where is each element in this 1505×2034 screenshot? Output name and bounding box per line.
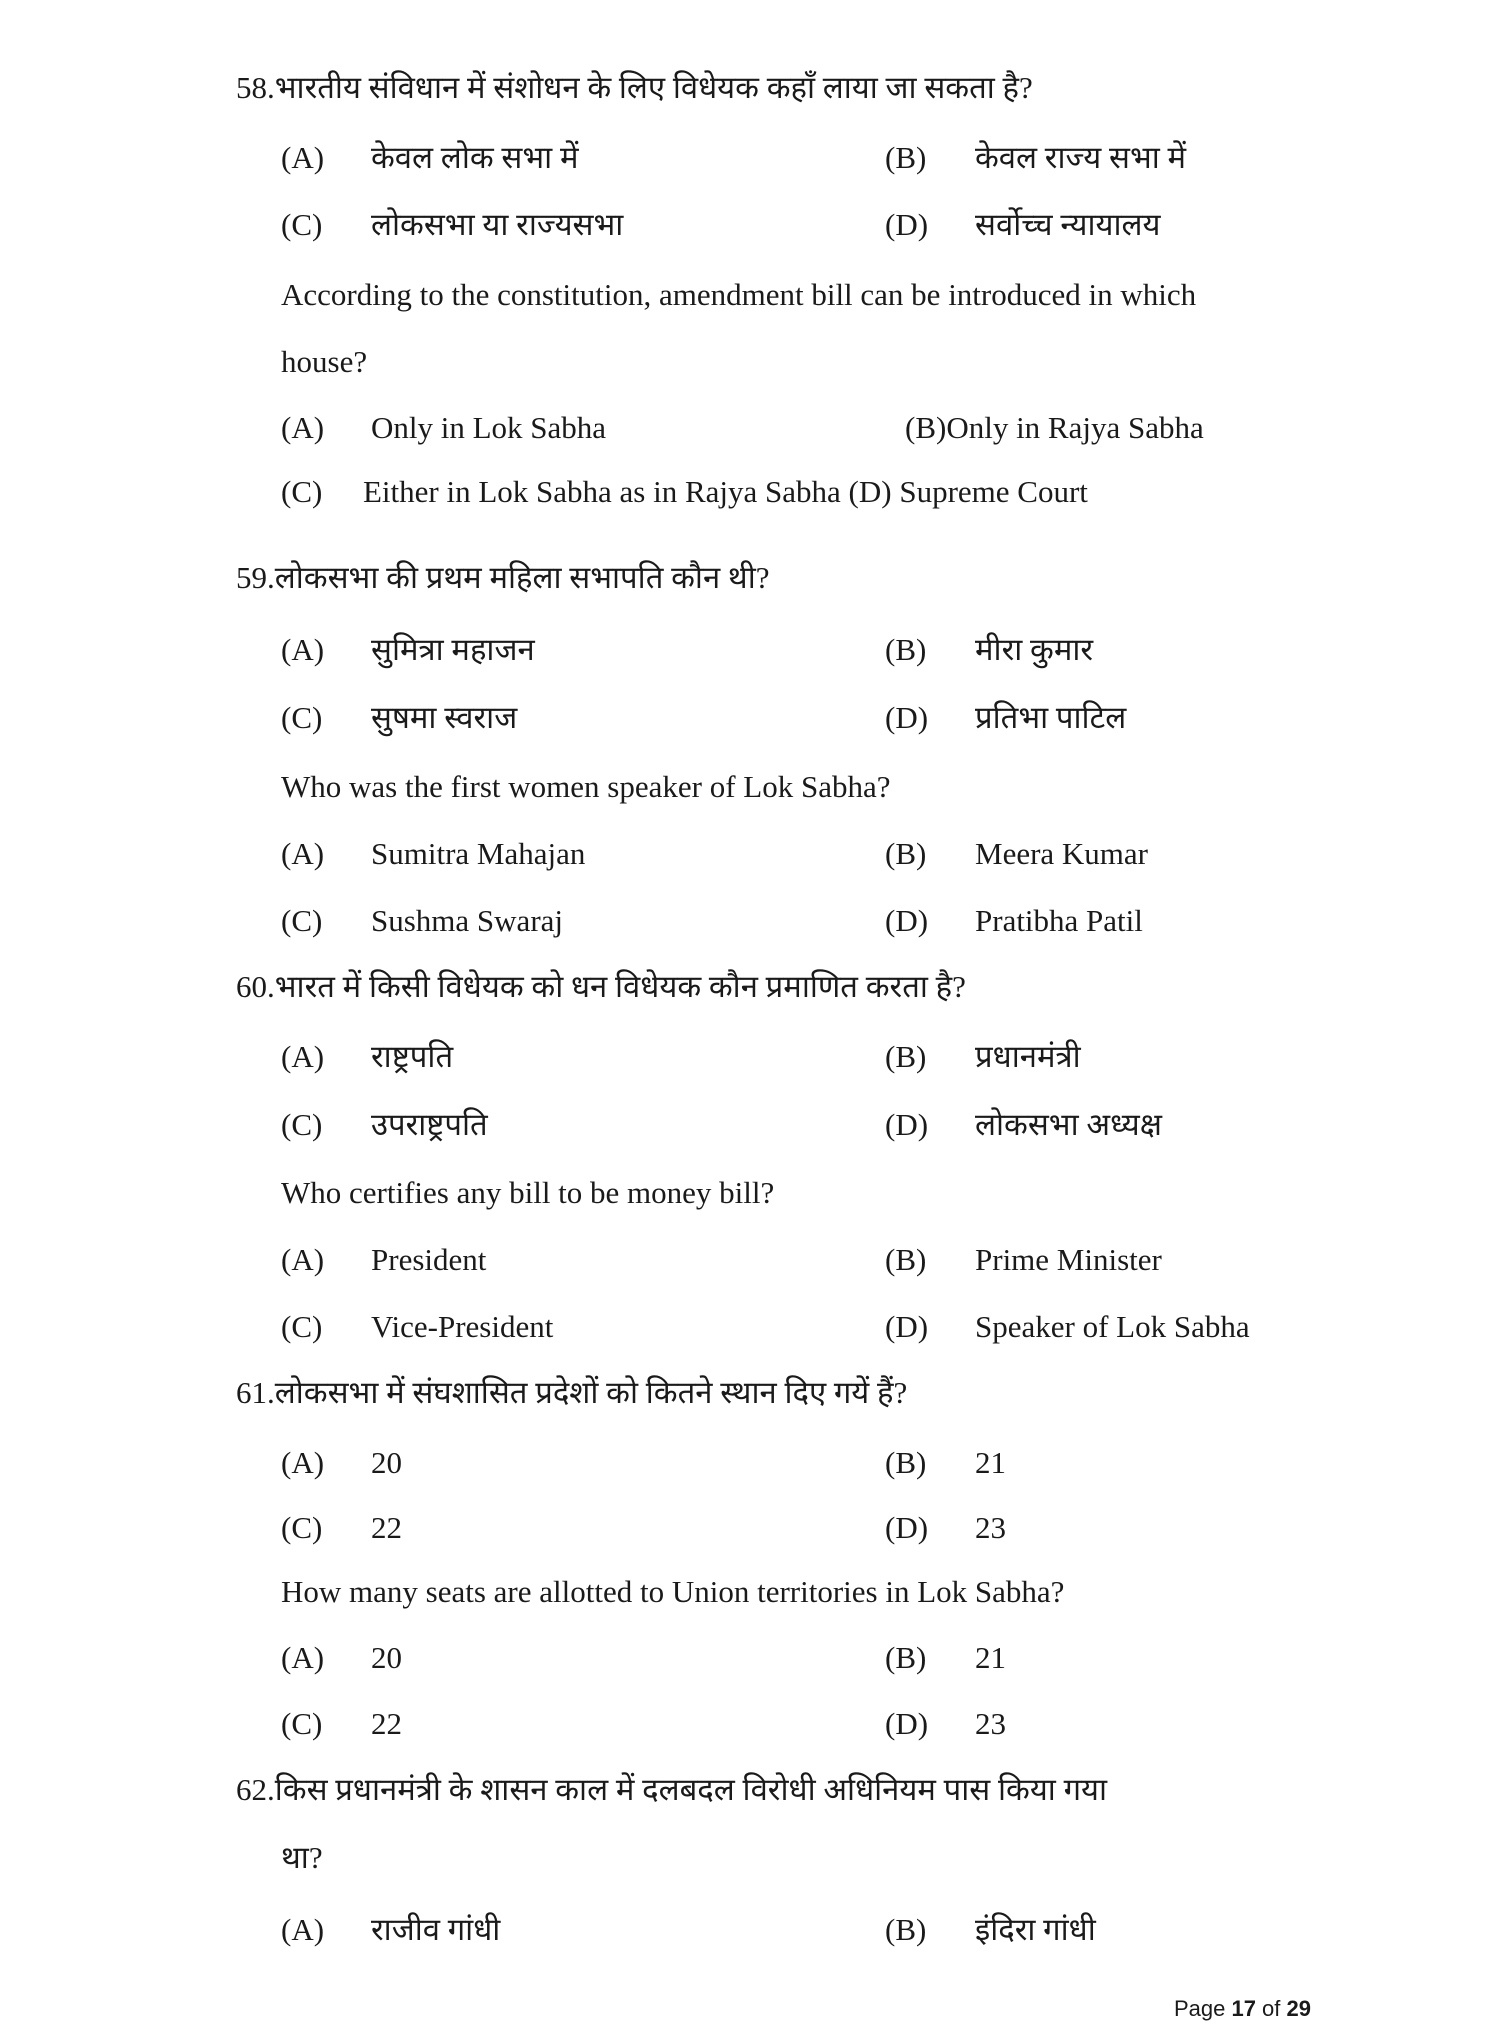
q59-en-option-a-text: Sumitra Mahajan: [371, 836, 586, 871]
q59-en-option-d-label: (D): [885, 903, 929, 938]
question-60-english: Who certifies any bill to be money bill?: [281, 1175, 775, 1210]
question-60-hindi: 60.भारत में किसी विधेयक को धन विधेयक कौन प्रमाणित करता है?: [236, 969, 966, 1004]
q60-hi-option-a-label: (A): [281, 1039, 325, 1074]
q61-en-option-c-label: (C): [281, 1706, 323, 1741]
q59-en-option-c-label: (C): [281, 903, 323, 938]
q58-en-option-c-text: Either in Lok Sabha as in Rajya Sabha (D) Supreme Court: [363, 474, 1088, 509]
q58-hi-option-a-text: केवल लोक सभा में: [371, 140, 579, 175]
question-61-english: How many seats are allotted to Union territories in Lok Sabha?: [281, 1574, 1065, 1609]
question-59-english: Who was the first women speaker of Lok Sabha?: [281, 769, 891, 804]
q59-en-option-a-label: (A): [281, 836, 325, 871]
q59-en-option-d-text: Pratibha Patil: [975, 903, 1143, 938]
q59-hi-option-a-text: सुमित्रा महाजन: [371, 632, 535, 667]
question-62-hindi-line1: 62.किस प्रधानमंत्री के शासन काल में दलबदल विरोधी अधिनियम पास किया गया: [236, 1772, 1108, 1807]
current-page: 17: [1231, 1996, 1256, 2021]
page-of: of: [1255, 1996, 1287, 2021]
page-number: [1174, 1994, 1311, 2024]
q58-en-option-a-label: (A): [281, 410, 325, 445]
q61-en-option-b-label: (B): [885, 1640, 927, 1675]
q58-hi-option-a-label: (A): [281, 140, 325, 175]
question-59-hindi: 59.लोकसभा की प्रथम महिला सभापति कौन थी?: [236, 560, 770, 595]
q60-en-option-b-text: Prime Minister: [975, 1242, 1162, 1277]
q60-hi-option-b-label: (B): [885, 1039, 927, 1074]
q60-en-option-c-text: Vice-President: [371, 1309, 554, 1344]
question-58-english-line1: According to the constitution, amendment bill can be introduced in which: [281, 277, 1197, 312]
q58-en-option-c-label: (C): [281, 474, 323, 509]
q58-en-option-b-text: (B)Only in Rajya Sabha: [905, 410, 1204, 445]
q58-hi-option-c-text: लोकसभा या राज्यसभा: [371, 207, 624, 242]
q59-hi-option-c-label: (C): [281, 700, 323, 735]
q62-hi-option-b-text: इंदिरा गांधी: [975, 1912, 1096, 1947]
q60-hi-option-d-label: (D): [885, 1107, 929, 1142]
q60-hi-option-a-text: राष्ट्रपति: [371, 1039, 454, 1074]
page-prefix: Page: [1173, 1996, 1232, 2021]
question-61-hindi: 61.लोकसभा में संघशासित प्रदेशों को कितने स्थान दिए गयें हैं?: [236, 1375, 908, 1410]
q59-en-option-b-label: (B): [885, 836, 927, 871]
q61-hi-option-d-label: (D): [885, 1510, 929, 1545]
q62-hi-option-b-label: (B): [885, 1912, 927, 1947]
question-62-hindi-line2: था?: [281, 1840, 323, 1875]
q61-en-option-a-text: 20: [371, 1640, 402, 1675]
q61-en-option-c-text: 22: [371, 1706, 402, 1741]
q58-hi-option-b-label: (B): [885, 140, 927, 175]
q58-hi-option-c-label: (C): [281, 207, 323, 242]
q58-hi-option-d-text: सर्वोच्च न्यायालय: [975, 207, 1161, 242]
q62-hi-option-a-label: (A): [281, 1912, 325, 1947]
q61-hi-option-c-label: (C): [281, 1510, 323, 1545]
question-58-english-line2: house?: [281, 344, 368, 379]
q61-en-option-b-text: 21: [975, 1640, 1006, 1675]
q58-hi-option-d-label: (D): [885, 207, 929, 242]
q60-hi-option-c-label: (C): [281, 1107, 323, 1142]
q61-hi-option-b-label: (B): [885, 1445, 927, 1480]
q61-hi-option-c-text: 22: [371, 1510, 402, 1545]
q61-en-option-d-text: 23: [975, 1706, 1006, 1741]
q58-hi-option-b-text: केवल राज्य सभा में: [975, 140, 1187, 175]
q60-en-option-b-label: (B): [885, 1242, 927, 1277]
q60-hi-option-d-text: लोकसभा अध्यक्ष: [975, 1107, 1162, 1142]
q60-en-option-a-text: President: [371, 1242, 487, 1277]
q60-en-option-a-label: (A): [281, 1242, 325, 1277]
q61-hi-option-a-text: 20: [371, 1445, 402, 1480]
q59-hi-option-c-text: सुषमा स्वराज: [371, 700, 518, 735]
q59-hi-option-d-label: (D): [885, 700, 929, 735]
q60-hi-option-c-text: उपराष्ट्रपति: [371, 1107, 488, 1142]
q60-en-option-c-label: (C): [281, 1309, 323, 1344]
q61-en-option-d-label: (D): [885, 1706, 929, 1741]
q61-hi-option-d-text: 23: [975, 1510, 1006, 1545]
q59-en-option-b-text: Meera Kumar: [975, 836, 1148, 871]
question-58-hindi: 58.भारतीय संविधान में संशोधन के लिए विधेयक कहाँ लाया जा सकता है?: [236, 70, 1033, 105]
q62-hi-option-a-text: राजीव गांधी: [371, 1912, 501, 1947]
q59-hi-option-b-label: (B): [885, 632, 927, 667]
q61-en-option-a-label: (A): [281, 1640, 325, 1675]
q59-hi-option-d-text: प्रतिभा पाटिल: [975, 700, 1127, 735]
q61-hi-option-b-text: 21: [975, 1445, 1006, 1480]
q59-hi-option-b-text: मीरा कुमार: [975, 632, 1094, 667]
q60-en-option-d-label: (D): [885, 1309, 929, 1344]
q58-en-option-a-text: Only in Lok Sabha: [371, 410, 607, 445]
q59-en-option-c-text: Sushma Swaraj: [371, 903, 564, 938]
q60-hi-option-b-text: प्रधानमंत्री: [975, 1039, 1081, 1074]
q61-hi-option-a-label: (A): [281, 1445, 325, 1480]
q60-en-option-d-text: Speaker of Lok Sabha: [975, 1309, 1250, 1344]
q59-hi-option-a-label: (A): [281, 632, 325, 667]
total-pages: 29: [1286, 1996, 1311, 2021]
